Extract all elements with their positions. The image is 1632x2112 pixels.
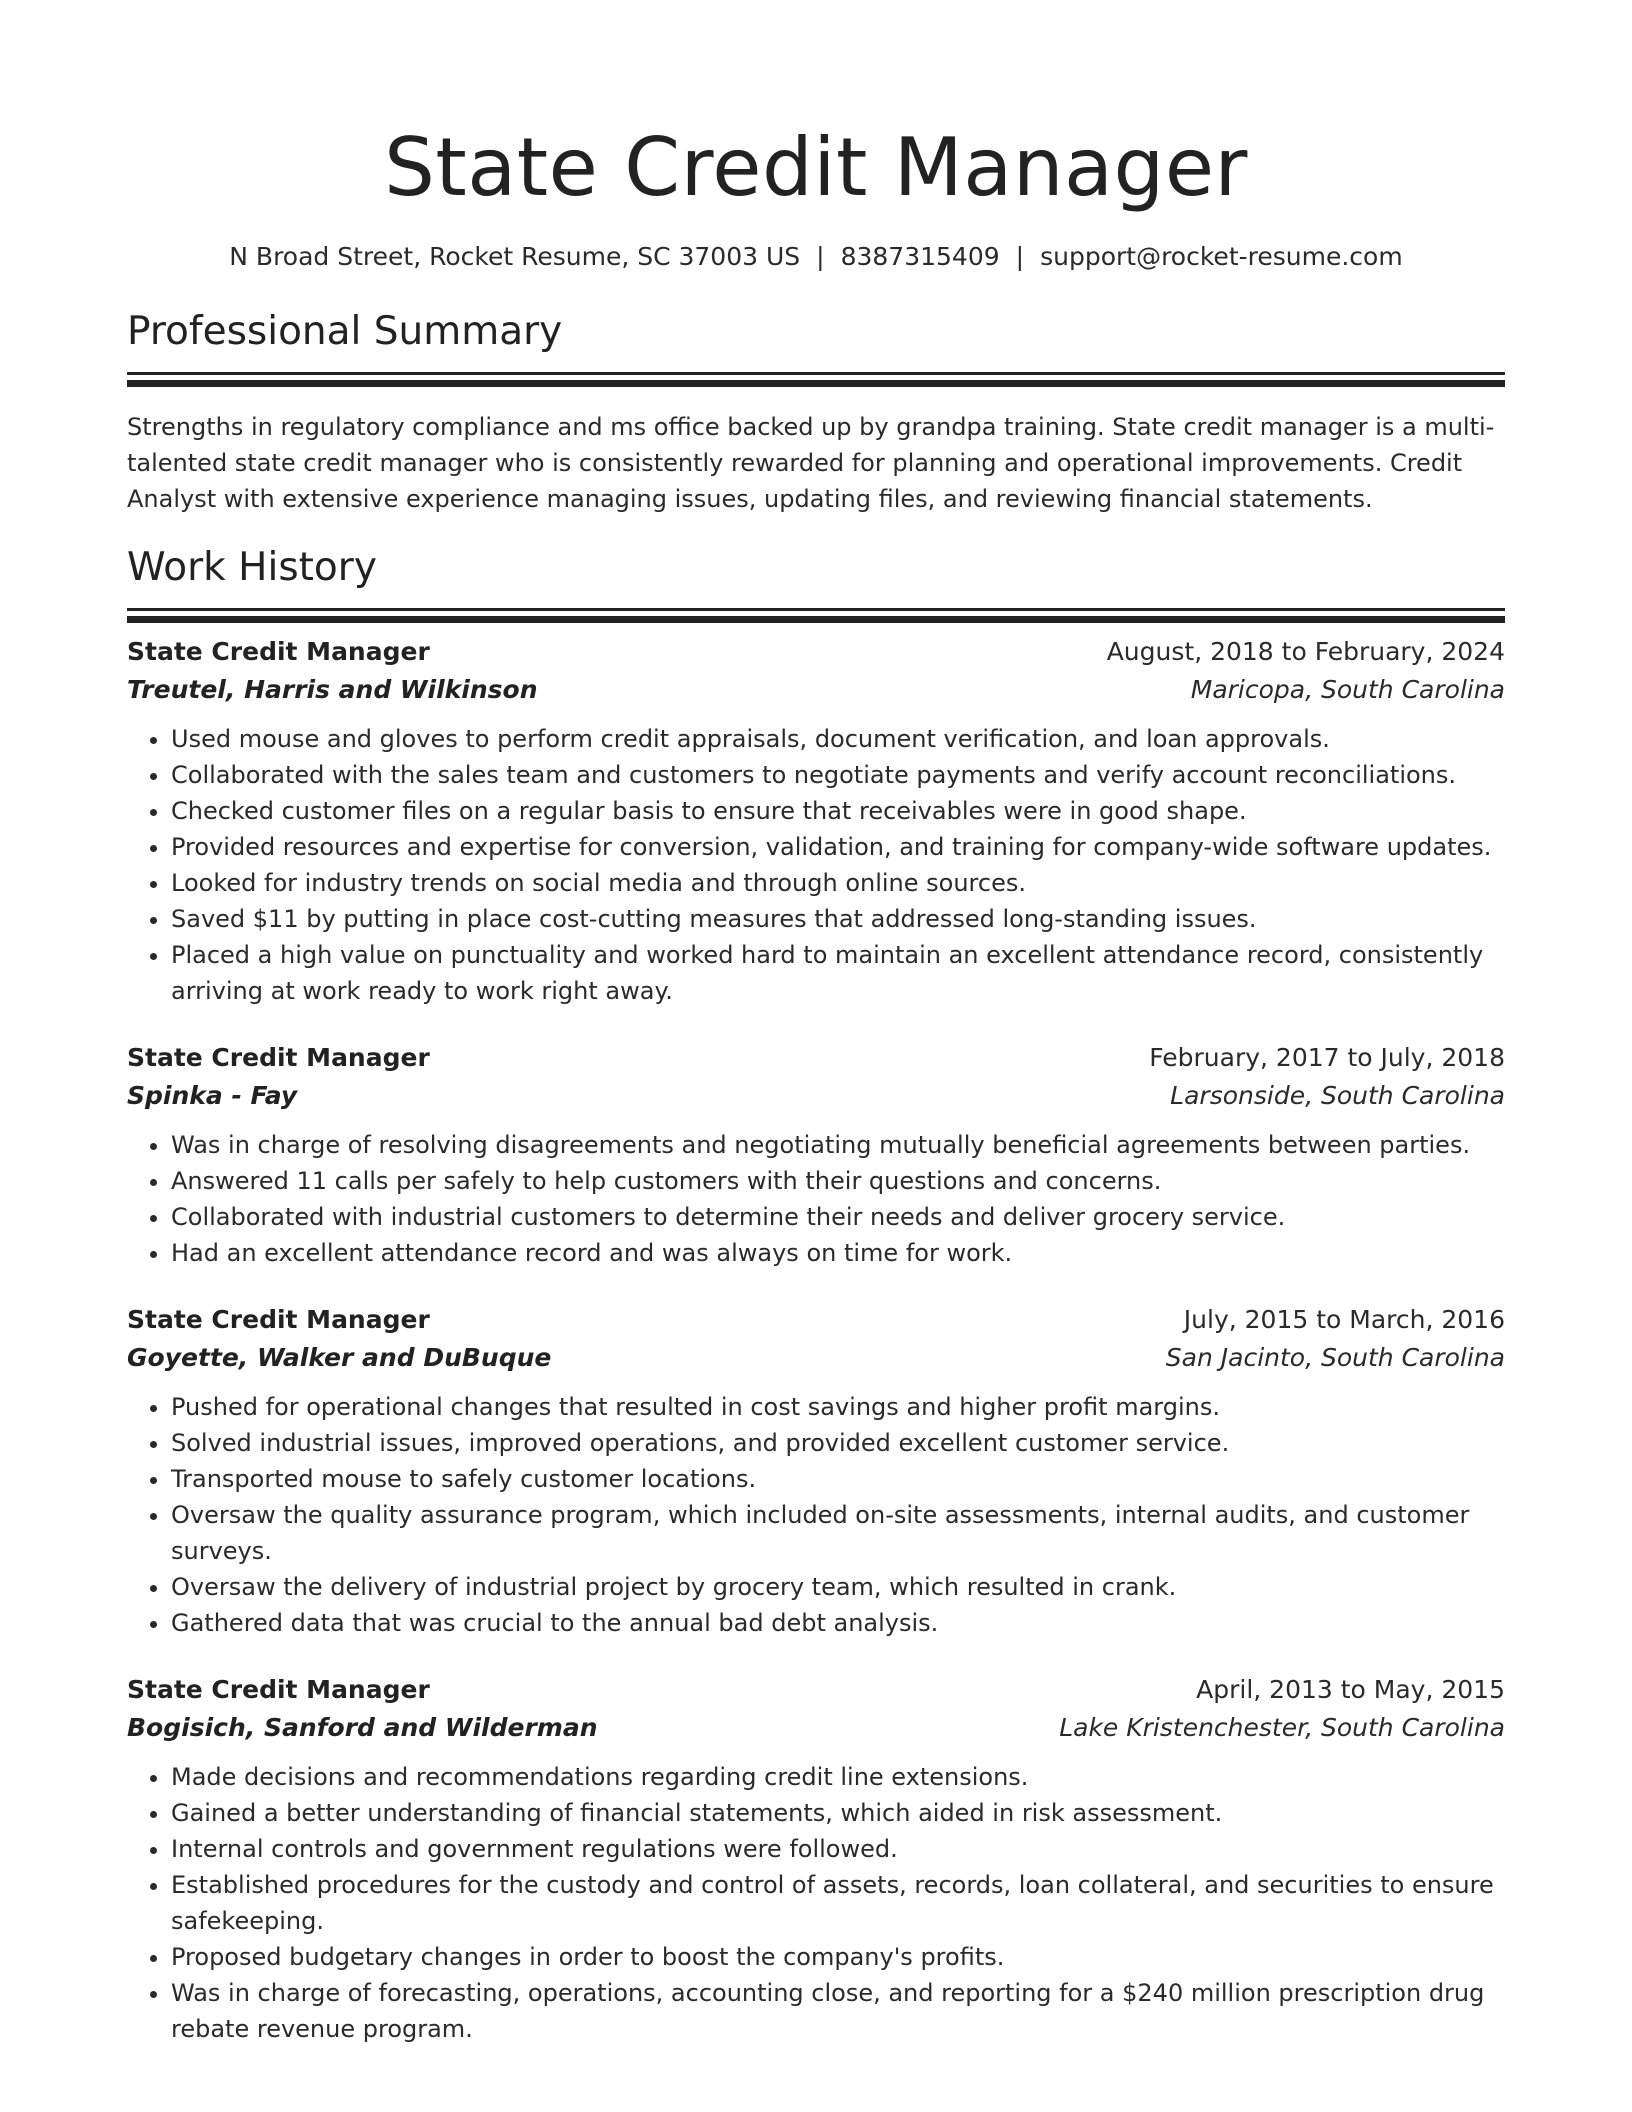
section-heading-summary: Professional Summary	[127, 309, 563, 354]
job-bullet: • Saved $11 by putting in place cost-cutting measures that addressed long-standing issues.	[171, 901, 1505, 937]
job-dates: August, 2018 to February, 2024	[1106, 637, 1505, 666]
job-bullet-list	[127, 1127, 1505, 1271]
contact-separator: |	[1015, 242, 1025, 271]
summary-text: Strengths in regulatory compliance and ms office backed up by grandpa training. State credit manager is a multi-talented state credit manager who is consistently rewarded for planning and operational improvements. Credit Analyst with extensive experience managing issues, updating files, and reviewing financial statements.	[127, 413, 1495, 513]
resume-name: State Credit Manager	[384, 121, 1248, 214]
job-location: Larsonside, South Carolina	[1170, 1081, 1505, 1110]
job-header-row	[127, 1671, 1505, 1709]
job-list	[127, 633, 1505, 2047]
job-subheader-row	[127, 1709, 1505, 1747]
job-header-row	[127, 1039, 1505, 1077]
job-bullet: • Proposed budgetary changes in order to boost the company's profits.	[171, 1939, 1505, 1975]
job-bullet: • Collaborated with industrial customers to determine their needs and deliver grocery service.	[171, 1199, 1505, 1235]
job-title: State Credit Manager	[127, 1675, 430, 1704]
contact-address: N Broad Street, Rocket Resume, SC 37003 US	[229, 242, 801, 271]
job-entry	[127, 633, 1505, 1009]
job-location: Maricopa, South Carolina	[1190, 675, 1505, 704]
contact-line	[127, 240, 1505, 274]
job-bullet: • Gathered data that was crucial to the annual bad debt analysis.	[171, 1605, 1505, 1641]
job-location: Lake Kristenchester, South Carolina	[1059, 1713, 1505, 1742]
job-title: State Credit Manager	[127, 1043, 430, 1072]
job-bullet: • Internal controls and government regulations were followed.	[171, 1831, 1505, 1867]
job-dates: April, 2013 to May, 2015	[1196, 1675, 1505, 1704]
job-bullet: • Made decisions and recommendations regarding credit line extensions.	[171, 1759, 1505, 1795]
job-entry	[127, 1671, 1505, 2047]
job-bullet: • Pushed for operational changes that resulted in cost savings and higher profit margins.	[171, 1389, 1505, 1425]
job-location: San Jacinto, South Carolina	[1165, 1343, 1505, 1372]
job-title: State Credit Manager	[127, 1305, 430, 1334]
job-bullet: • Oversaw the quality assurance program, which included on-site assessments, internal audits, and customer surveys.	[171, 1497, 1505, 1569]
job-bullet-list	[127, 1389, 1505, 1641]
job-bullet: • Used mouse and gloves to perform credit appraisals, document verification, and loan approvals.	[171, 721, 1505, 757]
job-entry	[127, 1301, 1505, 1641]
contact-phone: 8387315409	[840, 242, 1000, 271]
job-dates: July, 2015 to March, 2016	[1183, 1305, 1505, 1334]
contact-email[interactable]: support@rocket-resume.com	[1040, 242, 1403, 271]
job-company: Goyette, Walker and DuBuque	[127, 1343, 552, 1372]
job-entry	[127, 1039, 1505, 1271]
job-bullet-list	[127, 721, 1505, 1009]
job-bullet: • Looked for industry trends on social media and through online sources.	[171, 865, 1505, 901]
section-divider	[127, 372, 1505, 375]
job-bullet-list	[127, 1759, 1505, 2047]
job-bullet: • Answered 11 calls per safely to help customers with their questions and concerns.	[171, 1163, 1505, 1199]
job-bullet: • Was in charge of forecasting, operations, accounting close, and reporting for a $240 million prescription drug rebate revenue program.	[171, 1975, 1505, 2047]
job-title: State Credit Manager	[127, 637, 430, 666]
job-bullet: • Checked customer files on a regular basis to ensure that receivables were in good shape.	[171, 793, 1505, 829]
section-divider	[127, 608, 1505, 611]
job-dates: February, 2017 to July, 2018	[1149, 1043, 1505, 1072]
job-header-row	[127, 1301, 1505, 1339]
job-bullet: • Oversaw the delivery of industrial project by grocery team, which resulted in crank.	[171, 1569, 1505, 1605]
job-company: Spinka - Fay	[127, 1081, 298, 1110]
job-subheader-row	[127, 1339, 1505, 1377]
job-subheader-row	[127, 671, 1505, 709]
job-bullet: • Solved industrial issues, improved operations, and provided excellent customer service.	[171, 1425, 1505, 1461]
job-bullet: • Was in charge of resolving disagreements and negotiating mutually beneficial agreements between parties.	[171, 1127, 1505, 1163]
job-bullet: • Provided resources and expertise for conversion, validation, and training for company-wide software updates.	[171, 829, 1505, 865]
job-company: Bogisich, Sanford and Wilderman	[127, 1713, 598, 1742]
job-bullet: • Had an excellent attendance record and was always on time for work.	[171, 1235, 1505, 1271]
section-heading-work: Work History	[127, 545, 377, 590]
job-bullet: • Placed a high value on punctuality and worked hard to maintain an excellent attendance record, consistently arriving at work ready to work right away.	[171, 937, 1505, 1009]
contact-separator: |	[816, 242, 825, 271]
job-header-row	[127, 633, 1505, 671]
job-bullet: • Transported mouse to safely customer locations.	[171, 1461, 1505, 1497]
job-bullet: • Established procedures for the custody and control of assets, records, loan collateral, and securities to ensure safekeeping.	[171, 1867, 1505, 1939]
work-history-section	[127, 544, 1505, 2047]
job-bullet: • Collaborated with the sales team and customers to negotiate payments and verify account reconciliations.	[171, 757, 1505, 793]
professional-summary-section	[127, 308, 1505, 517]
job-subheader-row	[127, 1077, 1505, 1115]
job-bullet: • Gained a better understanding of financial statements, which aided in risk assessment.	[171, 1795, 1505, 1831]
job-company: Treutel, Harris and Wilkinson	[127, 675, 538, 704]
